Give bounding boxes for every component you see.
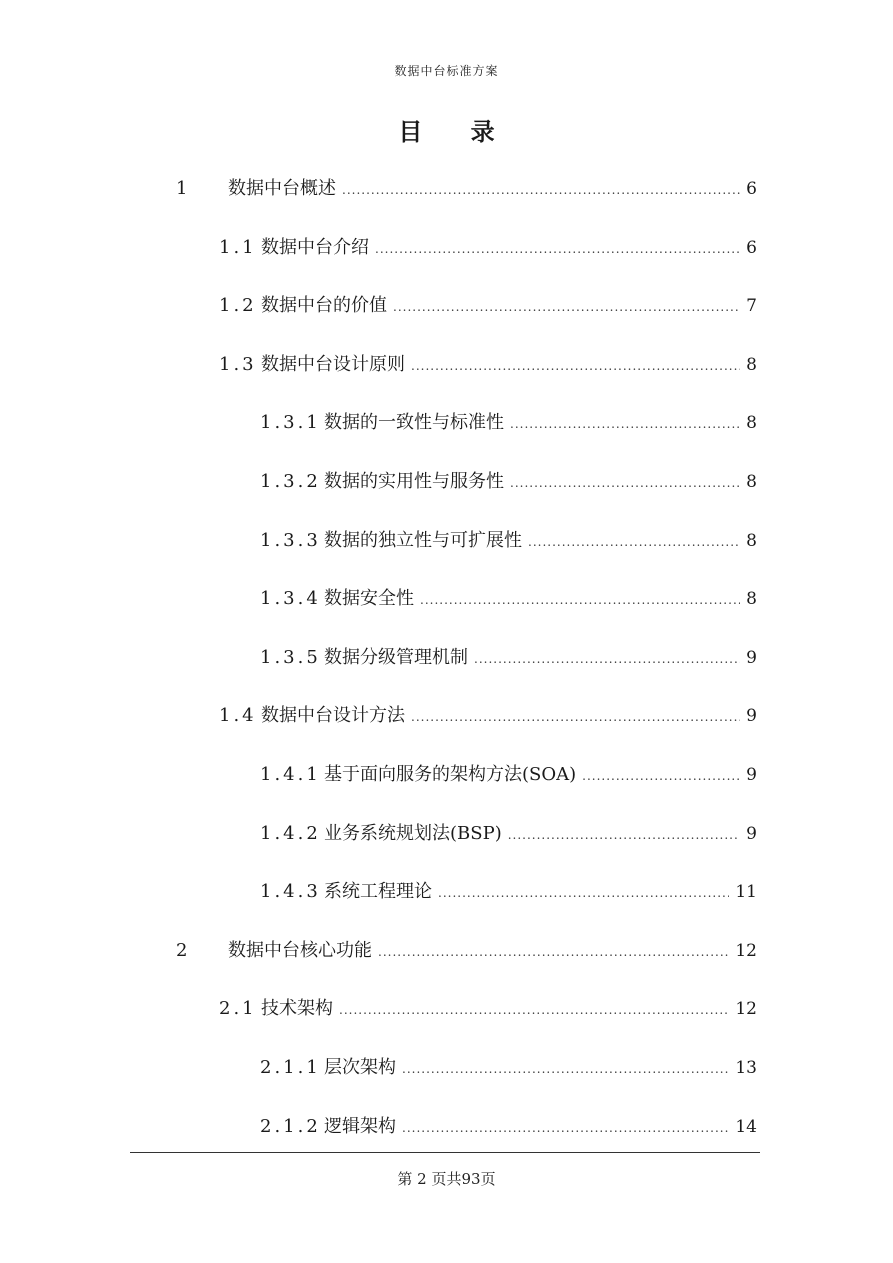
toc-leader-dots [438,880,729,906]
toc-entry[interactable] [260,762,757,788]
toc-entry[interactable] [260,469,757,495]
toc-entry-number: 1.3.4 [260,588,321,610]
toc-entry-title: 业务系统规划法(BSP) [324,822,502,844]
toc-entry-number: 1.4.1 [260,764,321,785]
toc-entry-page: 9 [746,823,757,844]
toc-entry-title: 基于面向服务的架构方法(SOA) [324,764,577,785]
toc-entry-number: 1.3.1 [260,412,321,434]
toc-entry-number: 1.3.2 [260,471,321,492]
toc-leader-dots [342,177,740,203]
page-number-footer: 第 2 页共93页 [397,1170,496,1188]
toc-entry[interactable] [260,586,757,612]
toc-leader-dots [402,1115,729,1141]
toc-entry-number: 2.1.1 [260,1057,321,1078]
toc-leader-dots [510,411,740,437]
toc-leader-dots [528,529,740,555]
toc-entry-page: 12 [735,940,757,961]
toc-entry[interactable] [260,1055,757,1081]
toc-entry-page: 11 [735,882,757,903]
toc-entry-number: 2 [176,939,188,961]
toc-entry-page: 12 [735,999,757,1020]
toc-entry[interactable] [219,352,757,378]
toc-entry[interactable] [260,879,757,905]
toc-entry-number: 1 [176,178,188,199]
running-header: 数据中台标准方案 [394,64,499,78]
toc-entry[interactable] [219,293,757,319]
toc-leader-dots [411,353,740,379]
toc-entry-title: 数据的一致性与标准性 [324,412,504,434]
toc-entry-page: 7 [746,296,757,317]
toc-entry-page: 9 [746,765,757,785]
toc-entry-number: 1.3 [219,353,257,375]
toc-entry-number: 1.3.3 [260,529,321,551]
toc-entry-number: 1.4.2 [260,822,321,844]
toc-entry-title: 数据的独立性与可扩展性 [324,529,522,551]
footer-divider [130,1152,760,1153]
toc-entry-title: 数据中台设计原则 [261,353,405,375]
toc-entry-page: 6 [746,179,757,199]
toc-entry[interactable] [219,996,757,1022]
toc-entry-number: 1.4.3 [260,881,321,903]
toc-entry-title: 数据中台介绍 [261,236,369,258]
toc-title: 目 录 [398,117,515,146]
toc-entry-number: 1.3.5 [260,646,321,668]
toc-leader-dots [411,704,740,730]
toc-entry-title: 数据中台概述 [228,178,336,199]
toc-entry-page: 14 [735,1116,757,1137]
toc-entry-title: 数据分级管理机制 [324,646,468,668]
toc-entry[interactable] [260,528,757,554]
toc-entry-title: 系统工程理论 [324,881,432,903]
toc-entry-title: 数据中台的价值 [261,295,387,317]
toc-entry[interactable] [176,938,757,964]
toc-entry-page: 8 [746,472,757,492]
toc-entry-title: 数据中台核心功能 [228,939,372,961]
toc-entry-page: 6 [746,237,757,258]
toc-entry-title: 数据安全性 [324,588,414,610]
toc-entry-number: 2.1.2 [260,1115,321,1137]
toc-leader-dots [402,1056,729,1082]
toc-entry-title: 层次架构 [324,1057,396,1078]
toc-entry-page: 8 [746,530,757,551]
toc-entry-page: 8 [746,354,757,375]
toc-entry-page: 9 [746,647,757,668]
toc-leader-dots [420,587,740,613]
toc-entry[interactable] [260,645,757,671]
toc-entry-title: 技术架构 [261,998,333,1020]
toc-leader-dots [508,822,740,848]
toc-entry-number: 1.2 [219,295,257,317]
toc-leader-dots [375,236,740,262]
toc-entry[interactable] [260,821,757,847]
toc-leader-dots [510,470,740,496]
toc-leader-dots [393,294,740,320]
toc-leader-dots [378,939,729,965]
toc-entry-title: 数据中台设计方法 [261,705,405,727]
toc-entry[interactable] [260,410,757,436]
toc-entry-number: 1.4 [219,705,257,727]
toc-entry-title: 数据的实用性与服务性 [324,471,504,492]
toc-leader-dots [582,763,740,789]
toc-entry-page: 8 [746,589,757,610]
toc-entry-page: 13 [735,1058,757,1078]
toc-entry-title: 逻辑架构 [324,1115,396,1137]
toc-entry[interactable] [219,235,757,261]
toc-entry[interactable] [176,176,757,202]
toc-leader-dots [339,997,729,1023]
toc-entry-page: 9 [746,706,757,727]
toc-entry-number: 1.1 [219,236,257,258]
toc-entry-page: 8 [746,413,757,434]
toc-entry[interactable] [219,703,757,729]
toc-entry-number: 2.1 [219,998,257,1020]
toc-leader-dots [474,646,740,672]
toc-entry[interactable] [260,1114,757,1140]
